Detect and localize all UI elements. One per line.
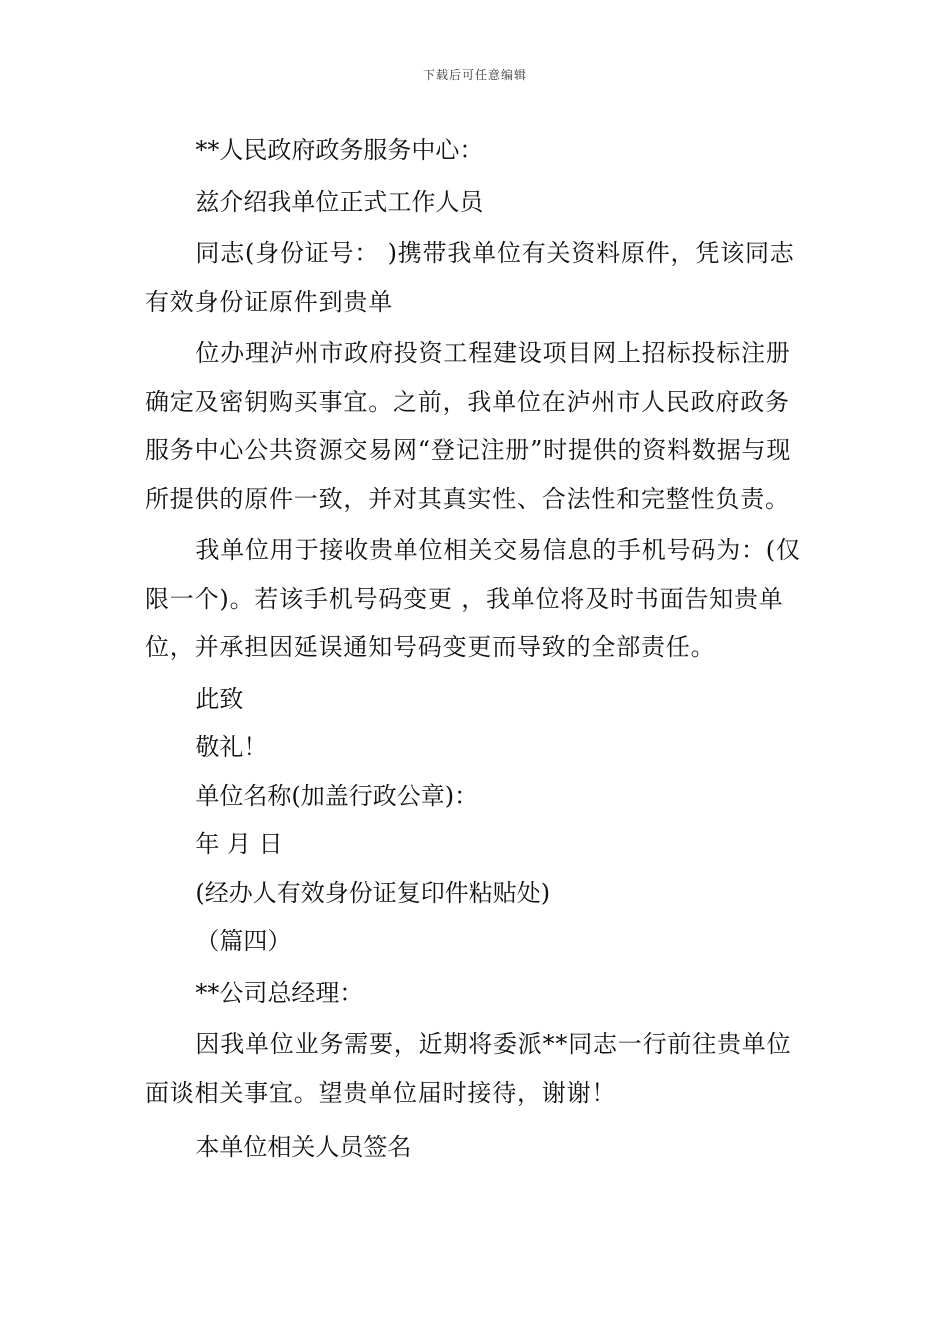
visit-paragraph: 因我单位业务需要，近期将委派**同志一行前往贵单位面谈相关事宜。望贵单位届时接待，谢谢！ xyxy=(145,1030,792,1107)
closing-phrase: 此致 xyxy=(195,684,244,713)
introduction-paragraph: 兹介绍我单位正式工作人员 xyxy=(195,187,484,216)
phone-paragraph: 我单位用于接收贵单位相关交易信息的手机号码为：(仅限一个)。若该手机号码变更 ，我单位将及时书面告知贵单位，并承担因延误通知号码变更而导致的全部责任。 xyxy=(145,536,801,661)
identity-paragraph: 同志(身份证号： )携带我单位有关资料原件，凭该同志有效身份证原件到贵单 xyxy=(145,239,795,316)
signature-line: 本单位相关人员签名 xyxy=(195,1133,412,1161)
page-header: 下载后可任意编辑 xyxy=(422,68,527,82)
date-line: 年 月 日 xyxy=(195,830,283,858)
purpose-paragraph: 位办理泸州市政府投资工程建设项目网上招标投标注册确定及密钥购买事宜。之前，我单位在泸州市人民政府政务服务中心公共资源交易网“登记注册”时提供的资料数据与现所提供的原件一致，并对其真实性、合法性和完整性负责。 xyxy=(145,339,792,513)
id-copy-note: (经办人有效身份证复印件粘贴处) xyxy=(195,878,551,907)
second-salutation: **公司总经理： xyxy=(195,978,364,1007)
unit-name-line: 单位名称(加盖行政公章)： xyxy=(195,781,479,810)
closing-salute: 敬礼！ xyxy=(195,733,268,761)
document-body xyxy=(145,126,810,1172)
salutation-paragraph: **人民政府政务服务中心： xyxy=(195,136,484,164)
section-heading: （篇四） xyxy=(195,927,292,955)
